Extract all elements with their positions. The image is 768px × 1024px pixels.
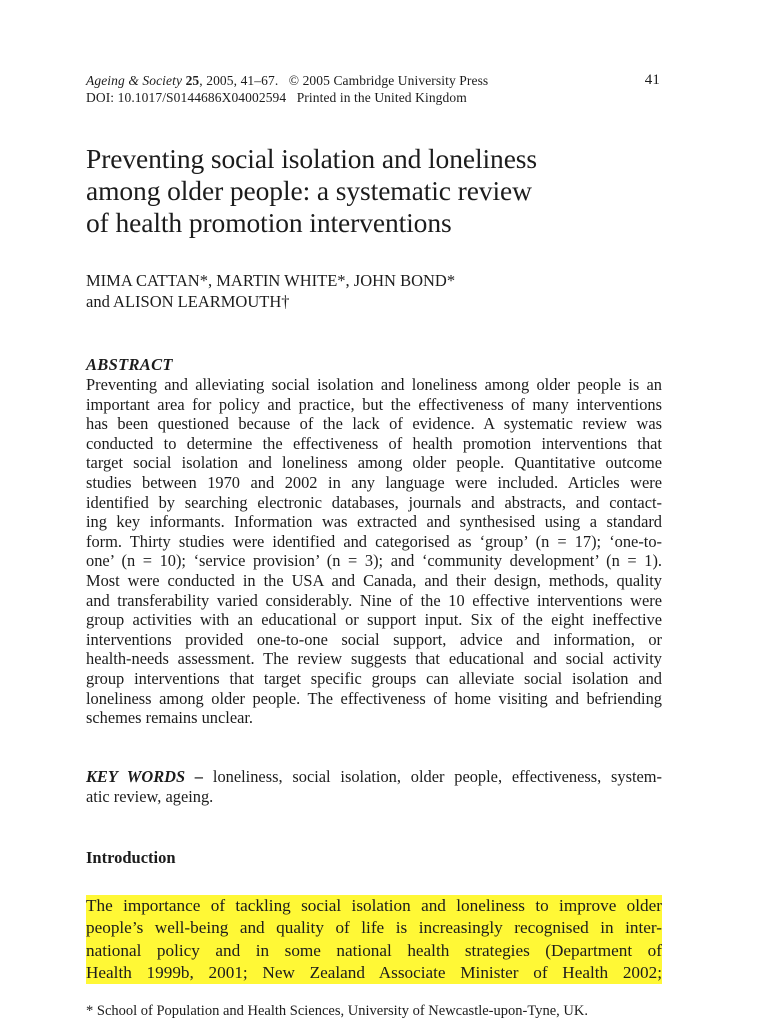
keywords-line: atic review, ageing. [86, 787, 214, 806]
abstract-line: ing key informants. Information was extracted and synthesised using a standard [86, 512, 662, 532]
abstract-line: form. Thirty studies were identified and categorised as ‘group’ (n = 17); ‘one-to- [86, 531, 662, 551]
doi[interactable]: DOI: 10.1017/S0144686X04002594 [86, 90, 287, 105]
abstract-line: group interventions that target specific groups can alleviate social isolation and [86, 668, 662, 688]
abstract-line: studies between 1970 and 2002 in any language were included. Articles were [86, 472, 662, 492]
keywords-label: KEY WORDS – [86, 767, 204, 786]
article-title [86, 143, 662, 239]
abstract-line: important area for policy and practice, but the effectiveness of many interventions [86, 394, 662, 414]
abstract-line: schemes remains unclear. [86, 708, 254, 728]
abstract-line: group activities with an educational or support input. Six of the eight ineffective [86, 610, 662, 630]
title-line: among older people: a systematic review [86, 175, 532, 206]
keywords-block [86, 767, 662, 807]
volume-number: 25 [185, 73, 200, 88]
journal-header [86, 72, 662, 106]
abstract-line: Preventing and alleviating social isolation and loneliness among older people is an [86, 375, 662, 394]
abstract-body [86, 375, 662, 728]
highlighted-line[interactable]: national policy and in some national health strategies (Department of [86, 940, 662, 962]
abstract-line: conducted to determine the effectiveness of health promotion interventions that [86, 433, 662, 453]
abstract-line: identified by searching electronic databases, journals and abstracts, and contact- [86, 492, 662, 512]
page-number: 41 [644, 72, 660, 88]
title-line: of health promotion interventions [86, 207, 452, 238]
footnote: * School of Population and Health Sciences, University of Newcastle-upon-Tyne, UK. [86, 1003, 588, 1019]
section-heading-introduction: Introduction [86, 848, 176, 867]
abstract-line: one’ (n = 10); ‘service provision’ (n = 3); and ‘community development’ (n = 1). [86, 551, 662, 571]
highlighted-line[interactable]: The importance of tackling social isolation and loneliness to improve older [86, 895, 662, 917]
highlighted-line[interactable]: Health 1999b, 2001; New Zealand Associate Minister of Health 2002; [86, 962, 662, 984]
citation-details: , 2005, 41–67. [199, 73, 279, 88]
abstract-line: and transferability varied considerably. Nine of the 10 effective interventions were [86, 590, 662, 610]
author-list [86, 270, 662, 312]
journal-name: Ageing & Society [86, 73, 183, 88]
author-line: and ALISON LEARMOUTH† [86, 292, 290, 311]
abstract-line: has been questioned because of the lack of evidence. A systematic review was [86, 414, 662, 434]
highlighted-line[interactable]: people’s well-being and quality of life is increasingly recognised in inter- [86, 917, 662, 939]
doi-line [86, 89, 662, 106]
abstract-line: Most were conducted in the USA and Canada, and their design, methods, quality [86, 570, 662, 590]
printed-location: Printed in the United Kingdom [296, 90, 467, 105]
abstract-heading: ABSTRACT [86, 355, 173, 374]
abstract-line: loneliness among older people. The effectiveness of home visiting and befriending [86, 688, 662, 708]
copyright-notice: © 2005 Cambridge University Press [288, 73, 489, 88]
author-line: MIMA CATTAN*, MARTIN WHITE*, JOHN BOND* [86, 271, 456, 290]
citation-line [86, 72, 662, 89]
introduction-body [86, 895, 662, 984]
keywords-text: loneliness, social isolation, older people, effectiveness, system- [203, 767, 662, 786]
abstract-line: interventions provided one-to-one social support, advice and information, or [86, 629, 662, 649]
abstract-line: health-needs assessment. The review suggests that educational and social activity [86, 649, 662, 669]
keywords-line [86, 767, 662, 787]
title-line: Preventing social isolation and loneliness [86, 143, 538, 174]
abstract-line: target social isolation and loneliness among older people. Quantitative outcome [86, 453, 662, 473]
